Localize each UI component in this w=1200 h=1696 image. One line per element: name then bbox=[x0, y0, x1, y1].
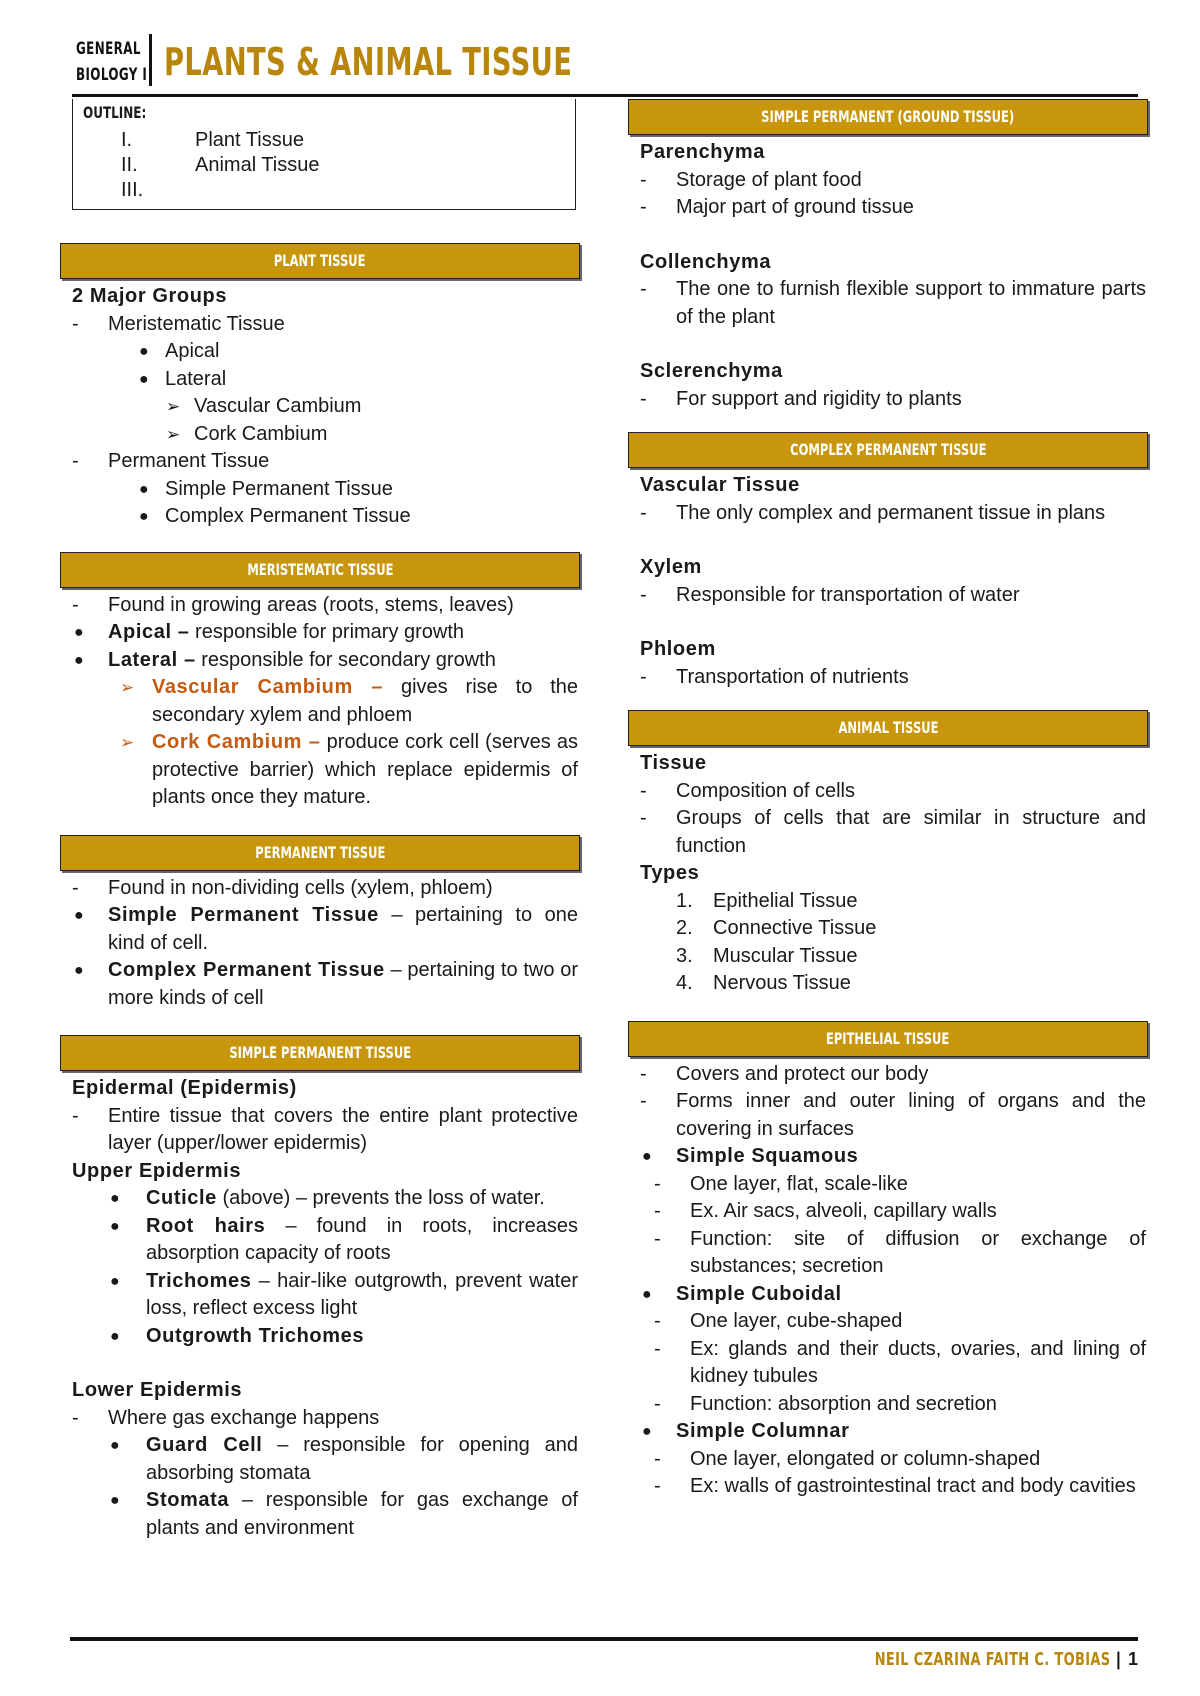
subheading: Parenchyma bbox=[640, 141, 765, 163]
section-complex-permanent-tissue: COMPLEX PERMANENT TISSUE bbox=[628, 432, 1148, 468]
list-item: ● Root hairs – found in roots, increases absorption capacity of roots bbox=[110, 1214, 578, 1264]
list-item: ➢ Vascular Cambium bbox=[166, 395, 362, 417]
list-item: 2. Connective Tissue bbox=[676, 917, 877, 939]
subheading: Sclerenchyma bbox=[640, 360, 783, 382]
list-item: - The only complex and permanent tissue in plans bbox=[640, 501, 1106, 524]
subheading: Upper Epidermis bbox=[72, 1159, 242, 1182]
section-simple-permanent-tissue: SIMPLE PERMANENT TISSUE bbox=[60, 1035, 580, 1071]
outline-box bbox=[72, 99, 576, 210]
top-rule bbox=[72, 94, 1138, 97]
outline-item: III. bbox=[121, 179, 144, 201]
section-permanent-tissue: PERMANENT TISSUE bbox=[60, 835, 580, 871]
subheading: Phloem bbox=[640, 638, 716, 660]
author-name: NEIL CZARINA FAITH C. TOBIAS bbox=[874, 1649, 1111, 1670]
subheading: Epidermal (Epidermis) bbox=[72, 1077, 297, 1099]
list-item: - Composition of cells bbox=[640, 779, 855, 802]
list-item: 1. Epithelial Tissue bbox=[676, 889, 858, 912]
section-ground-tissue: SIMPLE PERMANENT (GROUND TISSUE) bbox=[628, 99, 1148, 135]
list-item: - Forms inner and outer lining of organs and the covering in surfaces bbox=[640, 1090, 1146, 1140]
list-item: - For support and rigidity to plants bbox=[640, 387, 962, 410]
list-item: ● Lateral bbox=[139, 367, 227, 390]
list-item: - Meristematic Tissue bbox=[72, 312, 285, 335]
list-item: ● Complex Permanent Tissue – pertaining to two or more kinds of cell bbox=[74, 959, 578, 1009]
outline-item: II. Animal Tissue bbox=[121, 154, 320, 176]
list-item: - One layer, flat, scale-like bbox=[654, 1172, 908, 1195]
subheading: Tissue bbox=[640, 752, 707, 774]
list-item: ● Trichomes – hair-like outgrowth, prevent water loss, reflect excess light bbox=[110, 1269, 578, 1319]
list-item: - One layer, cube-shaped bbox=[654, 1310, 903, 1332]
list-item: - Ex: walls of gastrointestinal tract and body cavities bbox=[654, 1475, 1136, 1497]
list-item: - Where gas exchange happens bbox=[72, 1406, 380, 1429]
list-item: - Permanent Tissue bbox=[72, 450, 270, 472]
list-item: ➢ Cork Cambium – produce cork cell (serves as protective barrier) which replace epidermis of plants once they mature. bbox=[120, 731, 579, 808]
list-item: 3. Muscular Tissue bbox=[676, 944, 858, 967]
list-item: ● Simple Columnar bbox=[642, 1420, 850, 1442]
list-item: - Found in growing areas (roots, stems, leaves) bbox=[72, 593, 514, 616]
list-item: ➢ Vascular Cambium – gives rise to the secondary xylem and phloem bbox=[120, 676, 578, 726]
list-item: - Ex: glands and their ducts, ovaries, and lining of kidney tubules bbox=[654, 1337, 1146, 1387]
subheading: Collenchyma bbox=[640, 250, 772, 273]
list-item: ➢ Cork Cambium bbox=[166, 422, 328, 445]
list-item: - Transportation of nutrients bbox=[640, 665, 909, 688]
section-epithelial-tissue: EPITHELIAL TISSUE bbox=[628, 1021, 1148, 1057]
list-item: ● Apical – responsible for primary growth bbox=[74, 621, 465, 643]
subheading: Lower Epidermis bbox=[72, 1379, 243, 1401]
list-item: - Function: absorption and secretion bbox=[654, 1392, 997, 1415]
list-item: - One layer, elongated or column-shaped bbox=[654, 1447, 1041, 1470]
list-item: - Storage of plant food bbox=[640, 168, 862, 191]
list-item: ● Stomata – responsible for gas exchange of plants and environment bbox=[110, 1489, 578, 1539]
right-column bbox=[628, 99, 1148, 1501]
list-item: - Function: site of diffusion or exchange of substances; secretion bbox=[654, 1227, 1146, 1277]
list-item: ● Outgrowth Trichomes bbox=[110, 1324, 365, 1347]
list-item: - Entire tissue that covers the entire plant protective layer (upper/lower epidermis) bbox=[72, 1104, 578, 1154]
header-divider bbox=[149, 34, 152, 86]
outline-item: I. Plant Tissue bbox=[121, 129, 304, 151]
list-item: - Ex. Air sacs, alveoli, capillary walls bbox=[654, 1200, 997, 1222]
list-item: 4. Nervous Tissue bbox=[676, 972, 851, 994]
list-item: ● Simple Permanent Tissue – pertaining to one kind of cell. bbox=[74, 904, 578, 954]
subheading: Vascular Tissue bbox=[640, 474, 800, 496]
section-meristematic-tissue: MERISTEMATIC TISSUE bbox=[60, 552, 580, 588]
list-item: ● Cuticle (above) – prevents the loss of water. bbox=[110, 1187, 545, 1209]
list-item: - Responsible for transportation of water bbox=[640, 583, 1020, 606]
bottom-rule bbox=[70, 1637, 1138, 1641]
subheading: Xylem bbox=[640, 556, 702, 578]
list-item: ● Simple Cuboidal bbox=[642, 1282, 842, 1305]
course-line-1: GENERAL bbox=[76, 39, 141, 59]
subheading: Types bbox=[640, 862, 700, 884]
list-item: ● Guard Cell – responsible for opening and absorbing stomata bbox=[110, 1434, 578, 1484]
list-item: - Major part of ground tissue bbox=[640, 196, 914, 218]
left-column bbox=[60, 243, 580, 1542]
list-item: ● Simple Permanent Tissue bbox=[139, 477, 393, 500]
section-plant-tissue: PLANT TISSUE bbox=[60, 243, 580, 279]
list-item: - The one to furnish flexible support to immature parts of the plant bbox=[640, 278, 1146, 328]
subheading: 2 Major Groups bbox=[72, 285, 228, 307]
outline-title: OUTLINE: bbox=[83, 103, 147, 122]
course-label bbox=[76, 36, 147, 88]
page-number: 1 bbox=[1127, 1649, 1138, 1669]
list-item: ● Simple Squamous bbox=[642, 1145, 859, 1167]
list-item: ● Apical bbox=[139, 340, 220, 362]
list-item: - Found in non-dividing cells (xylem, phloem) bbox=[72, 876, 493, 899]
section-animal-tissue: ANIMAL TISSUE bbox=[628, 710, 1148, 746]
list-item: ● Lateral – responsible for secondary growth bbox=[74, 648, 496, 671]
footer: NEIL CZARINA FAITH C. TOBIAS | 1 bbox=[874, 1649, 1138, 1670]
course-line-2: BIOLOGY I bbox=[76, 65, 148, 85]
page-title: PLANTS & ANIMAL TISSUE bbox=[164, 40, 573, 84]
list-item: - Groups of cells that are similar in structure and function bbox=[640, 807, 1146, 857]
list-item: - Covers and protect our body bbox=[640, 1062, 929, 1085]
list-item: ● Complex Permanent Tissue bbox=[139, 505, 411, 527]
